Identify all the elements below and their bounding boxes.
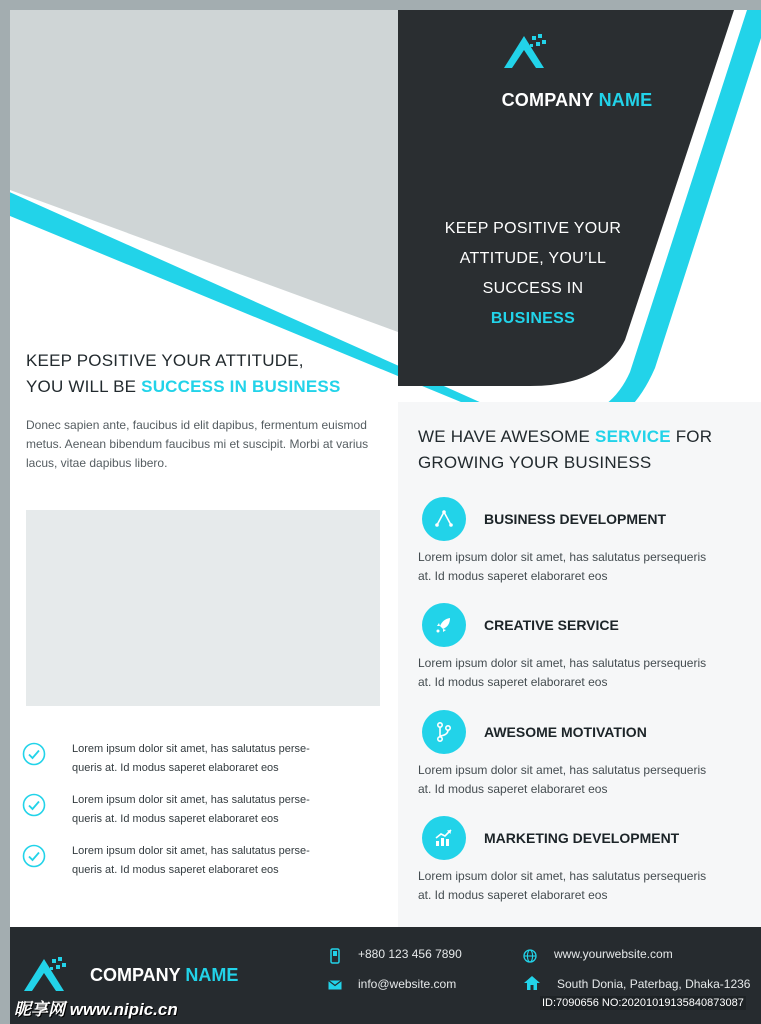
pen-tool-icon: [422, 497, 466, 541]
phone-number[interactable]: +880 123 456 7890: [358, 947, 462, 961]
checklist-item: Lorem ipsum dolor sit amet, has salutatus perse- queris at. Id modus saperet elaboraret eos: [22, 791, 322, 835]
growth-chart-icon: [422, 816, 466, 860]
website-link[interactable]: www.yourwebsite.com: [554, 947, 673, 961]
home-icon: [524, 976, 540, 990]
check-circle-icon: [22, 742, 46, 766]
flyer-page: COMPANY NAME KEEP POSITIVE YOUR ATTITUDE, YOU’LL SUCCESS IN BUSINESS KEEP POSITIVE YOUR ATTITUDE, YOU WILL BE SUCCESS IN BUSINESS Donec sapien ante, faucibus id elit dapibus, fermentum euismod metus. Aenean bibendum faucibus mi et suscipit. Morbi at varius lacus, vitae dapibus libero. Lorem ipsum dolor sit amet, has salutatus perse- queris at. Id modus saperet elaboraret eos Lorem ipsum dolor sit amet, has salutatus perse- queris at. Id modus saperet elaboraret eos Lorem ipsum dolor sit amet, has salutatus perse- queris at. Id modus saperet elaboraret eos WE HAVE AWESOME SERVICE FOR GROWING YOUR BUSINESS BUSINESS DEVELOPMENT Lorem ipsum dolor sit amet, has salutatus persequeris at. Id modus saperet elaboraret eos CREATIVE SERVICE Lorem ipsum dolor sit amet, has salutatus persequeris at. Id modus saperet elaboraret eos AWESOME MOTIVATION Lorem ipsum dolor sit amet, has salutatus persequeris at. Id modus saperet elaboraret eos MARKETING DEVELOPMENT Lorem ipsum dolor sit amet, has salutatus persequeris at. Id modus saperet elaboraret eos COMPANY NAME +880 123 456 7890 info@website.com www.yourwebsite.com South Donia, Paterbag, Dhaka-1236 昵享网 www.nipic.cn ID:7090656 NO:20201019135840873087: [10, 10, 761, 1024]
phone-icon: [329, 948, 341, 964]
services-heading: WE HAVE AWESOME SERVICE FOR GROWING YOUR BUSINESS: [418, 427, 713, 472]
address: South Donia, Paterbag, Dhaka-1236: [557, 977, 751, 991]
company-name-footer: COMPANY NAME: [90, 965, 239, 985]
watermark-site: 昵享网 www.nipic.cn: [14, 1000, 178, 1019]
logo-icon: [502, 32, 550, 72]
left-heading: KEEP POSITIVE YOUR ATTITUDE, YOU WILL BE SUCCESS IN BUSINESS: [26, 351, 341, 396]
rocket-icon: [422, 603, 466, 647]
footer-logo-icon: [22, 955, 70, 995]
mail-icon: [328, 980, 342, 990]
checklist-item: Lorem ipsum dolor sit amet, has salutatus perse- queris at. Id modus saperet elaboraret eos: [22, 842, 322, 886]
company-name-header: COMPANY NAME: [501, 90, 653, 110]
checklist-item: Lorem ipsum dolor sit amet, has salutatus perse- queris at. Id modus saperet elaboraret eos: [22, 740, 322, 784]
hero-tagline: KEEP POSITIVE YOUR ATTITUDE, YOU’LL SUCCESS IN BUSINESS: [444, 220, 622, 327]
globe-icon: [523, 949, 537, 963]
email-address[interactable]: info@website.com: [358, 977, 457, 991]
check-circle-icon: [22, 793, 46, 817]
check-circle-icon: [22, 844, 46, 868]
git-branch-icon: [422, 710, 466, 754]
intro-paragraph: Donec sapien ante, faucibus id elit dapibus, fermentum euismod metus. Aenean bibendum faucibus mi et suscipit. Morbi at varius lacus, vitae dapibus libero.: [26, 418, 369, 470]
photo-placeholder: [26, 510, 380, 706]
watermark-id: ID:7090656 NO:20201019135840873087: [542, 997, 744, 1009]
